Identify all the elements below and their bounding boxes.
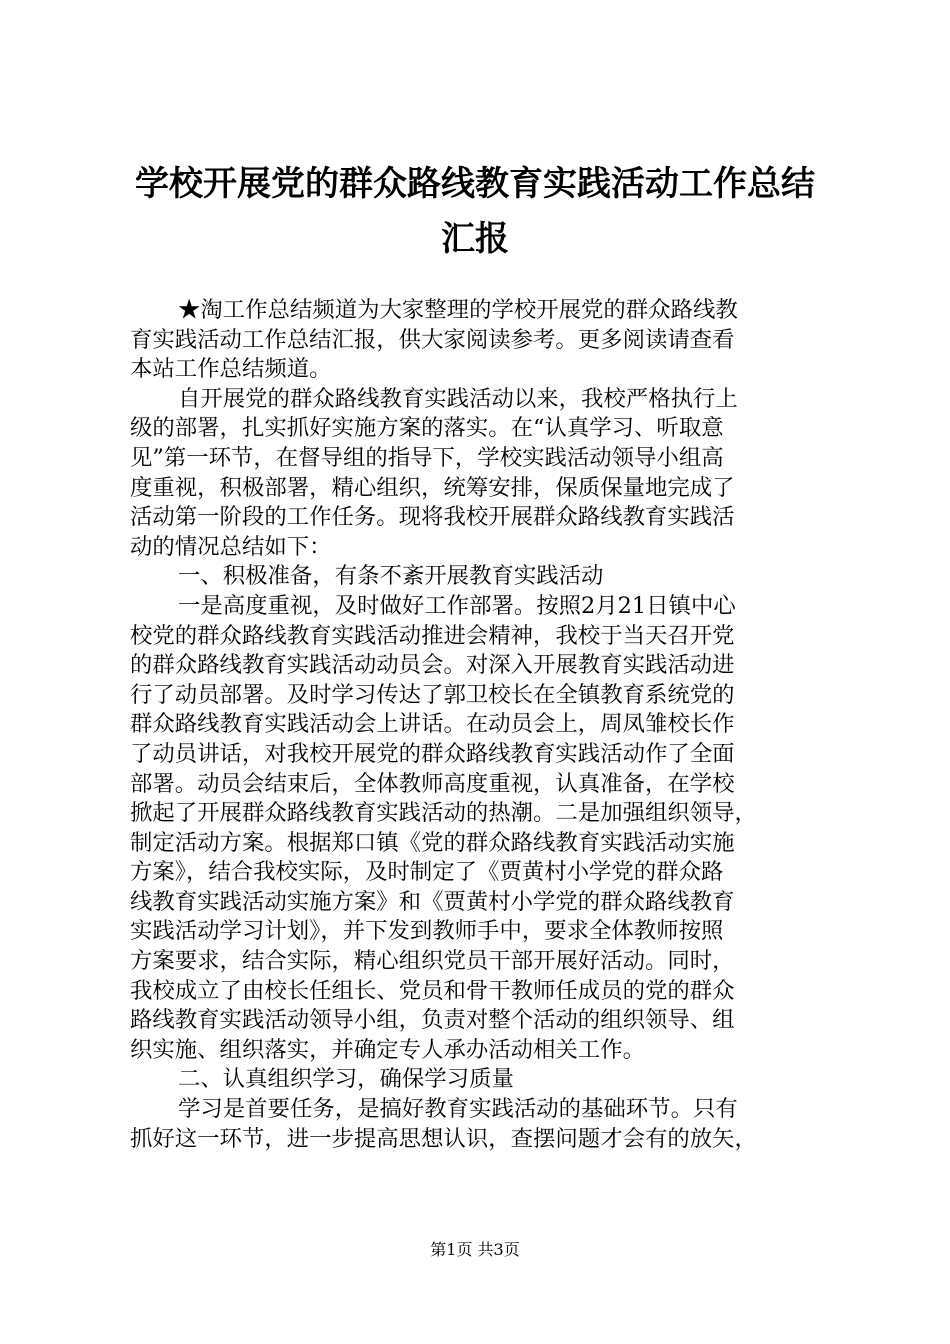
text-line: 的群众路线教育实践活动动员会。对深入开展教育实践活动进 xyxy=(130,652,735,679)
text-line: 动的情况总结如下： xyxy=(130,533,332,560)
text-line: 线教育实践活动实施方案》和《贾黄村小学党的群众路线教育 xyxy=(130,888,735,915)
text-line: 群众路线教育实践活动会上讲话。在动员会上，周凤雏校长作 xyxy=(130,711,735,738)
text-line: 制定活动方案。根据郑口镇《党的群众路线教育实践活动实施 xyxy=(130,829,735,856)
text-line: 部署。动员会结束后，全体教师高度重视，认真准备，在学校 xyxy=(130,770,735,797)
document-title-line-1: 学校开展党的群众路线教育实践活动工作总结 xyxy=(135,164,815,204)
text-line: ★淘工作总结频道为大家整理的学校开展党的群众路线教 xyxy=(178,297,738,323)
section-heading: 一、积极准备，有条不紊开展教育实践活动 xyxy=(178,563,604,590)
text-line: 育实践活动工作总结汇报，供大家阅读参考。更多阅读请查看 xyxy=(130,326,735,353)
text-line: 度重视，积极部署，精心组织，统筹安排，保质保量地完成了 xyxy=(130,474,735,501)
text-line: 见”第一环节，在督导组的指导下，学校实践活动领导小组高 xyxy=(130,444,724,471)
text-line: 实践活动学习计划》，并下发到教师手中，要求全体教师按照 xyxy=(130,918,724,945)
text-line: 了动员讲话，对我校开展党的群众路线教育实践活动作了全面 xyxy=(130,740,735,767)
text-line: 学习是首要任务，是搞好教育实践活动的基础环节。只有 xyxy=(178,1096,738,1123)
text-line: 一是高度重视，及时做好工作部署。按照2月21日镇中心 xyxy=(178,592,736,619)
text-line: 级的部署，扎实抓好实施方案的落实。在“认真学习、听取意 xyxy=(130,415,724,442)
text-line: 抓好这一环节，进一步提高思想认识，查摆问题才会有的放矢， xyxy=(130,1125,757,1152)
text-line: 自开展党的群众路线教育实践活动以来，我校严格执行上 xyxy=(178,385,738,412)
text-line: 行了动员部署。及时学习传达了郭卫校长在全镇教育系统党的 xyxy=(130,681,735,708)
text-line: 路线教育实践活动领导小组，负责对整个活动的组织领导、组 xyxy=(130,1007,735,1034)
text-line: 方案》，结合我校实际，及时制定了《贾黄村小学党的群众路 xyxy=(130,859,724,886)
text-line: 掀起了开展群众路线教育实践活动的热潮。二是加强组织领导， xyxy=(130,800,757,827)
text-line: 本站工作总结频道。 xyxy=(130,356,332,383)
text-line: 校党的群众路线教育实践活动推进会精神，我校于当天召开党 xyxy=(130,622,735,649)
text-line: 织实施、组织落实，并确定专人承办活动相关工作。 xyxy=(130,1036,645,1063)
section-heading: 二、认真组织学习，确保学习质量 xyxy=(178,1066,514,1093)
page-number-footer: 第1页 共3页 xyxy=(430,1240,520,1259)
text-line: 方案要求，结合实际，精心组织党员干部开展好活动。同时， xyxy=(130,948,735,975)
document-title-line-2: 汇报 xyxy=(441,219,509,259)
text-line: 活动第一阶段的工作任务。现将我校开展群众路线教育实践活 xyxy=(130,504,735,531)
text-line: 我校成立了由校长任组长、党员和骨干教师任成员的党的群众 xyxy=(130,977,735,1004)
document-body xyxy=(130,296,824,1154)
